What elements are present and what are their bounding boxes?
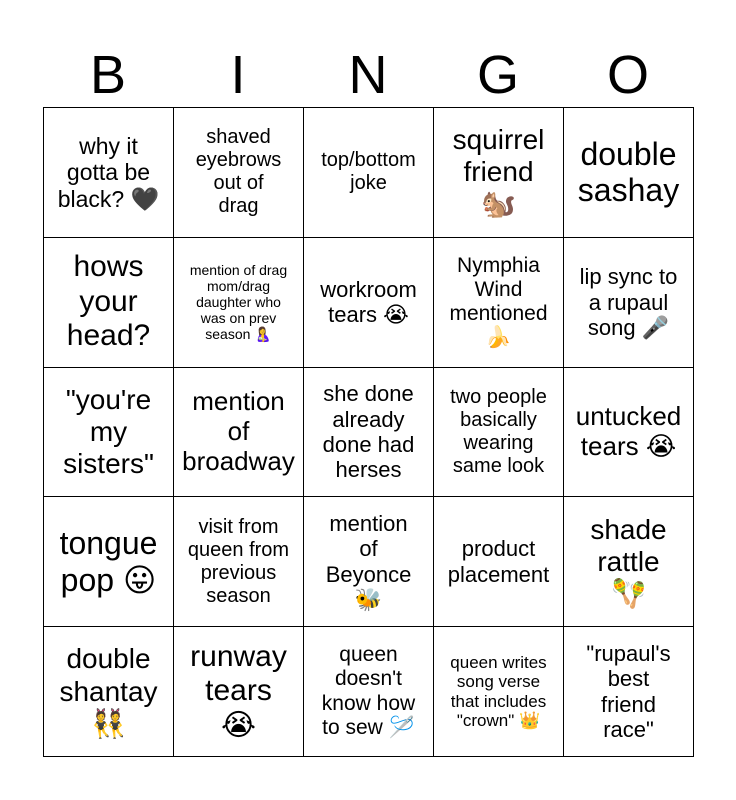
bingo-cell[interactable] (304, 108, 434, 238)
cell-text: top/bottom joke (321, 149, 416, 195)
header-letter-n: N (348, 45, 388, 105)
cell-text: product placement (447, 536, 550, 587)
bingo-cell[interactable] (564, 238, 694, 368)
cell-text: hows your head? (66, 250, 151, 353)
bingo-cell[interactable] (174, 368, 304, 498)
cell-text: visit from queen from previous season (187, 515, 290, 607)
cell-text: tongue pop 😛 (59, 524, 158, 598)
bingo-cell[interactable] (44, 368, 174, 498)
bingo-cell[interactable] (564, 108, 694, 238)
cell-text: two people basically wearing same look (450, 385, 547, 477)
cell-text: queen writes song verse that includes "crown" 👑 (450, 652, 547, 731)
bingo-cell[interactable] (564, 497, 694, 627)
bingo-cell[interactable] (434, 108, 564, 238)
cell-text: shade rattle 🪇 (590, 513, 667, 609)
cell-text: workroom tears 😭 (320, 276, 417, 328)
cell-text: mention of drag mom/drag daughter who was on prev season 🤱 (189, 261, 288, 343)
cell-text: Nymphia Wind mentioned 🍌 (449, 253, 548, 350)
cell-text: double sashay (577, 135, 680, 209)
bingo-cell[interactable] (44, 238, 174, 368)
cell-text: "rupaul's best friend race" (586, 641, 671, 742)
bingo-cell[interactable] (44, 108, 174, 238)
bingo-cell[interactable] (564, 627, 694, 757)
bingo-cell[interactable] (434, 497, 564, 627)
header-letter-g: G (476, 45, 519, 105)
header-letter-o: O (606, 45, 649, 105)
cell-text: untucked tears 😭 (575, 401, 682, 461)
cell-text: runway tears 😭 (190, 639, 287, 742)
bingo-cell[interactable] (564, 368, 694, 498)
bingo-cell[interactable] (174, 108, 304, 238)
bingo-header (43, 44, 693, 106)
header-letter-b: B (89, 45, 127, 105)
bingo-cell[interactable] (434, 368, 564, 498)
cell-text: shaved eyebrows out of drag (195, 126, 282, 218)
cell-text: double shantay 👯 (59, 643, 158, 739)
bingo-cell[interactable] (44, 627, 174, 757)
cell-text: squirrel friend 🐿️ (452, 124, 545, 220)
header-letter-i: I (230, 45, 246, 105)
bingo-cell[interactable] (304, 238, 434, 368)
bingo-cell[interactable] (44, 497, 174, 627)
bingo-cell[interactable] (174, 627, 304, 757)
bingo-cell[interactable] (434, 238, 564, 368)
bingo-board (43, 107, 694, 757)
cell-text: mention of Beyonce 🐝 (325, 511, 412, 613)
bingo-cell[interactable] (304, 627, 434, 757)
bingo-cell[interactable] (304, 368, 434, 498)
cell-text: she done already done had herses (322, 381, 415, 483)
cell-text: why it gotta be black? 🖤 (57, 132, 160, 212)
cell-text: mention of broadway (182, 386, 295, 476)
cell-text: "you're my sisters" (63, 383, 154, 480)
bingo-cell[interactable] (304, 497, 434, 627)
cell-text: lip sync to a rupaul song 🎤 (579, 264, 678, 340)
bingo-cell[interactable] (434, 627, 564, 757)
bingo-cell[interactable] (174, 497, 304, 627)
cell-text: queen doesn't know how to sew 🪡 (321, 643, 416, 739)
bingo-cell[interactable] (174, 238, 304, 368)
